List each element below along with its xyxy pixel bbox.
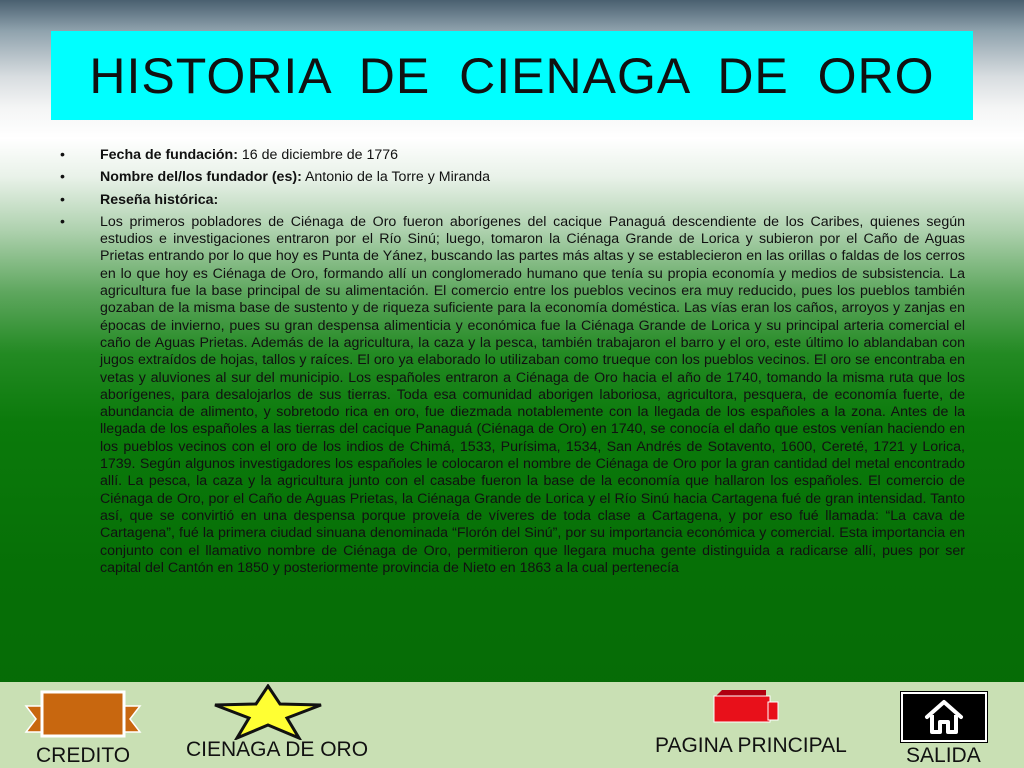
nav-bar [0, 682, 1024, 768]
banner-scroll-icon [24, 686, 142, 746]
pagina-principal-button[interactable] [650, 682, 860, 768]
title-bar [51, 31, 973, 120]
info-list [60, 147, 965, 577]
history-content [60, 147, 965, 582]
list-item-fundador [60, 169, 965, 186]
list-item-resena [60, 192, 965, 209]
fundador-label: Nombre del/los fundador (es): [100, 169, 302, 186]
cienaga-button[interactable] [180, 682, 380, 768]
red-folder-icon [710, 688, 782, 728]
salida-label: SALIDA [906, 744, 981, 767]
bullet-icon: • [60, 147, 65, 163]
credito-label: CREDITO [36, 744, 131, 767]
salida-button[interactable] [895, 682, 1005, 768]
list-item-resena-text [60, 214, 965, 577]
credito-button[interactable] [20, 682, 140, 768]
fundacion-value: 16 de diciembre de 1776 [237, 147, 399, 163]
home-icon [924, 699, 964, 735]
fundacion-label: Fecha de fundación: [100, 147, 238, 163]
fundador-value: Antonio de la Torre y Miranda [301, 169, 491, 186]
list-item-fundacion [60, 147, 965, 164]
page-title: HISTORIA DE CIENAGA DE ORO [89, 47, 935, 104]
pagina-principal-label: PAGINA PRINCIPAL [655, 734, 847, 757]
resena-label: Reseña histórica: [100, 191, 219, 208]
resena-paragraph: Los primeros pobladores de Ciénaga de Oro fueron aborígenes del cacique Panaguá descendiente de los Caribes, quienes según estudios e investigaciones entraron por el Río Sinú; luego, tomaron la Ciénaga Grande de Lorica y subieron por el Caño de Aguas Prietas entrando por lo que hoy es Punta de Yánez, buscando las partes más altas y se establecieron en las orillas o faldas de los cerros en lo que hoy es Ciénaga de Oro, formando allí un conglomerado humano que tenía su propia economía y medios de subsistencia. La agricultura fue la base principal de su alimentación. El comercio entre los pueblos vecinos era muy reducido, pues los pueblos también gozaban de la misma base de sustento y de riqueza suficiente para la economía doméstica. Las vías eran los caños, arroyos y zanjas en épocas de invierno, pues su gran despensa alimenticia y económica fue la Ciénaga Grande de Lorica y su principal arteria comercial el caño de Aguas Prietas. Además de la agricultura, la caza y la pesca, también trabajaron el barro y el oro, este último lo ablandaban con jugos extraídos de hojas, tallos y raíces. El oro ya elaborado lo utilizaban como trueque con los pueblos vecinos. El oro se encontraba en vetas y aluviones al sur del municipio. Los españoles entraron a Ciénaga de Oro hacia el año de 1740, tomando la misma ruta que los aborígenes, para desalojarlos de sus tierras. Toda esa comunidad aborigen laboriosa, agricultora, pesquera, de economía fuerte, de abundancia de alimento, y sobretodo rica en oro, fue diezmada notablemente con la llegada de los españoles a la zona. Antes de la llegada de los españoles a las tierras del cacique Panaguá (Ciénaga de Oro) en 1740, se conocía el daño que estos venían haciendo en los pueblos vecinos con el oro de los indios de Chimá, 1533, Purísima, 1534, San Andrés de Sotavento, 1600, Cereté, 1721 y Lorica, 1739. Según algunos investigadores los españoles le colocaron el nombre de Ciénaga de Oro por la gran cantidad del metal encontrado allí. La pesca, la caza y la agricultura junto con el casabe fueron la base de la economía que hallaron los españoles. El comercio de Ciénaga de Oro, por el Caño de Aguas Prietas, la Ciénaga Grande de Lorica y el Río Sinú hacia Cartagena fué de gran intensidad. Tanto así, que se convirtió en una despensa porque proveía de víveres de toda clase a Cartagena, y por eso fué llamada: “La cava de Cartagena”, fué la primera ciudad sinuana denominada “Florón del Sinú”, por su importancia económica y comercial. Esta importancia en conjunto con el llamativo nombre de Ciénaga de Oro, permitieron que llegara mucha gente distinguida a radicarse allí, pues por ser capital del Cantón en 1850 y posteriormente provincia de Nieto en 1863 a la cual pertenecía [100, 213, 965, 576]
star-icon [213, 684, 323, 740]
bullet-icon: • [60, 213, 65, 230]
bullet-icon: • [60, 191, 65, 208]
cienaga-label: CIENAGA DE ORO [186, 738, 369, 761]
bullet-icon: • [60, 169, 65, 186]
home-button-frame [901, 692, 987, 742]
